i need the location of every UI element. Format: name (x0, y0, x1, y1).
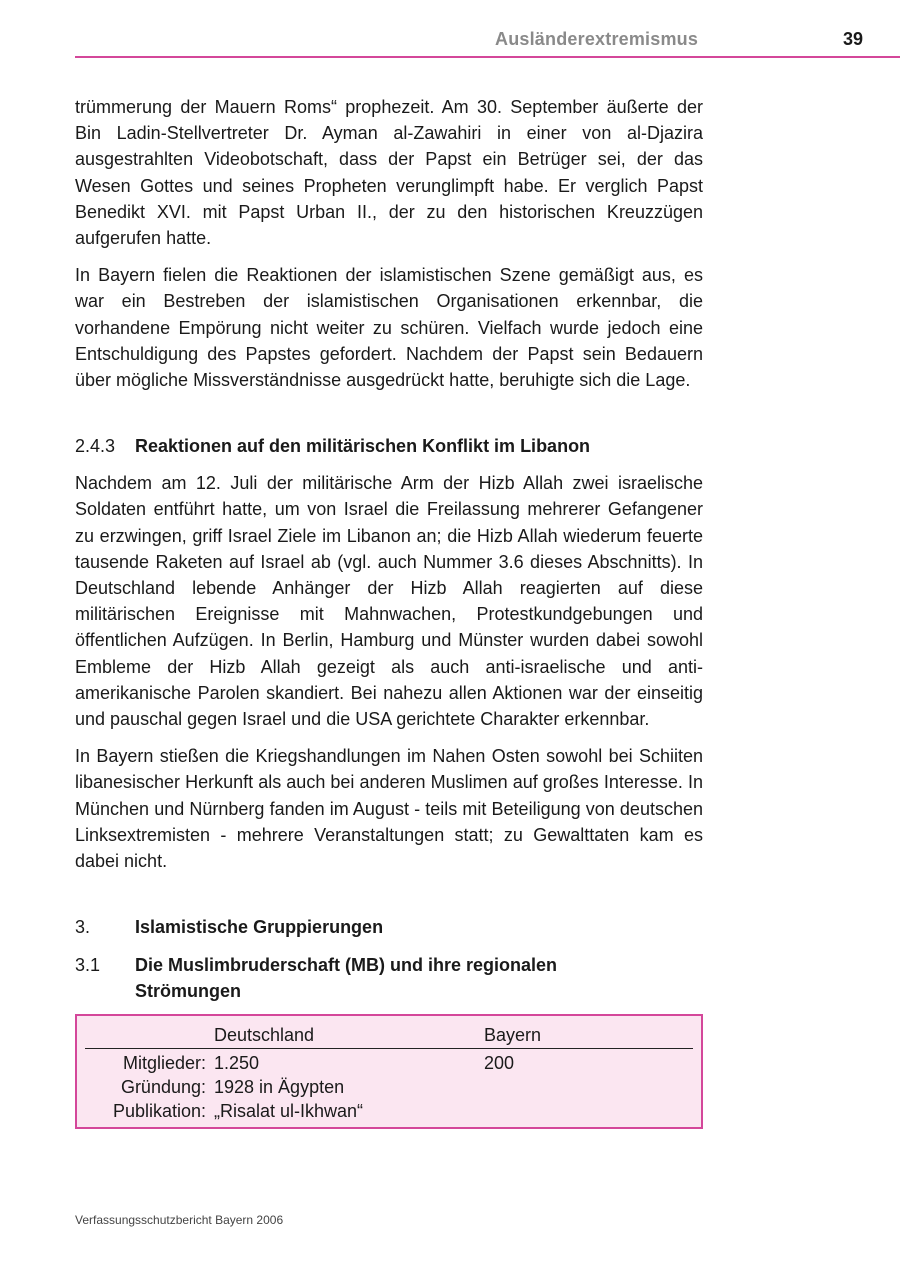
info-box-header (85, 1022, 693, 1049)
info-box-rows (85, 1049, 693, 1123)
row-label: Publikation: (112, 1101, 206, 1122)
value-bayern (484, 1075, 693, 1099)
section-number: 3.1 (75, 955, 101, 976)
section-title: Reaktionen auf den militärischen Konflikt im Libanon (135, 436, 591, 457)
section-heading-2-4-3 (75, 433, 703, 459)
section-heading-3-1 (75, 952, 703, 1004)
paragraph: In Bayern stießen die Kriegshandlungen im Nahen Osten sowohl bei Schiiten libanesischer Herkunft als auch bei anderen Muslimen auf großes Interesse. In München und Nürnberg fanden im August - teils mit Beteiligung von deutschen Linksextremisten - mehrere Veranstaltungen statt; zu Gewalttaten kam es dabei nicht. (75, 746, 703, 872)
value-deutschland: „Risalat ul-Ikhwan“ (214, 1101, 364, 1122)
section-number: 2.4.3 (75, 436, 116, 457)
row-label: Gründung: (120, 1077, 206, 1098)
page-number: 39 (843, 29, 864, 49)
section-title: Islamistische Gruppierungen (135, 917, 384, 938)
main-content (75, 94, 703, 1129)
column-header-deutschland: Deutschland (214, 1025, 315, 1046)
column-header-bayern: Bayern (484, 1025, 542, 1046)
page-footer: Verfassungsschutzbericht Bayern 2006 (75, 1213, 284, 1227)
running-title: Ausländerextremismus (495, 29, 699, 49)
value-bayern (484, 1099, 693, 1123)
info-box (75, 1014, 703, 1129)
paragraph: In Bayern fielen die Reaktionen der islamistischen Szene gemäßigt aus, es war ein Bestreben der islamistischen Organisationen erkennbar, die vorhandene Empörung nicht weiter zu schüren. Vielfach wurde jedoch eine Entschuldigung des Papstes gefordert. Nachdem der Papst sein Bedauern über mögliche Missverständnisse ausgedrückt hatte, beruhigte sich die Lage. (75, 265, 703, 391)
page-header (75, 28, 900, 58)
section-title-line-2: Strömungen (135, 981, 241, 1002)
value-bayern: 200 (484, 1053, 515, 1074)
info-row-gruendung (85, 1075, 693, 1099)
info-row-publikation (85, 1099, 693, 1123)
section-heading-3 (75, 914, 703, 940)
row-label: Mitglieder: (122, 1053, 206, 1074)
section-number: 3. (75, 917, 91, 938)
value-deutschland: 1928 in Ägypten (214, 1077, 345, 1098)
section-title-line-1: Die Muslimbruderschaft (MB) und ihre regionalen (135, 955, 558, 976)
section-title (135, 952, 557, 1004)
paragraph: trümmerung der Mauern Roms“ prophezeit. Am 30. September äußerte der Bin Ladin-Stellvertreter Dr. Ayman al-Zawahiri in einer von al-Djazira ausgestrahlten Videobotschaft, dass der Papst ein Betrüger sei, der das Wesen Gottes und seines Propheten verunglimpft habe. Er verglich Papst Benedikt XVI. mit Papst Urban II., der zu den historischen Kreuzzügen aufgerufen hatte. (75, 97, 703, 249)
info-row-mitglieder (85, 1051, 693, 1075)
value-deutschland: 1.250 (214, 1053, 260, 1074)
header-spacer (85, 1022, 214, 1047)
paragraph: Nachdem am 12. Juli der militärische Arm der Hizb Allah zwei israelische Soldaten entführt hatte, um von Israel die Freilassung mehrerer Gefangener zu erzwingen, griff Israel Ziele im Libanon an; die Hizb Allah wiederum feuerte tausende Raketen auf Israel ab (vgl. auch Nummer 3.6 dieses Abschnitts). In Deutschland lebende Anhänger der Hizb Allah reagierten auf diese militärischen Ereignisse mit Mahnwachen, Protestkundgebungen und öffentlichen Aufzügen. In Berlin, Hamburg und Münster wurden dabei sowohl Embleme der Hizb Allah gezeigt als auch anti-israelische und anti-amerikanische Parolen skandiert. Bei nahezu allen Aktionen war der einseitig und pauschal gegen Israel und die USA gerichtete Charakter erkennbar. (75, 473, 703, 730)
